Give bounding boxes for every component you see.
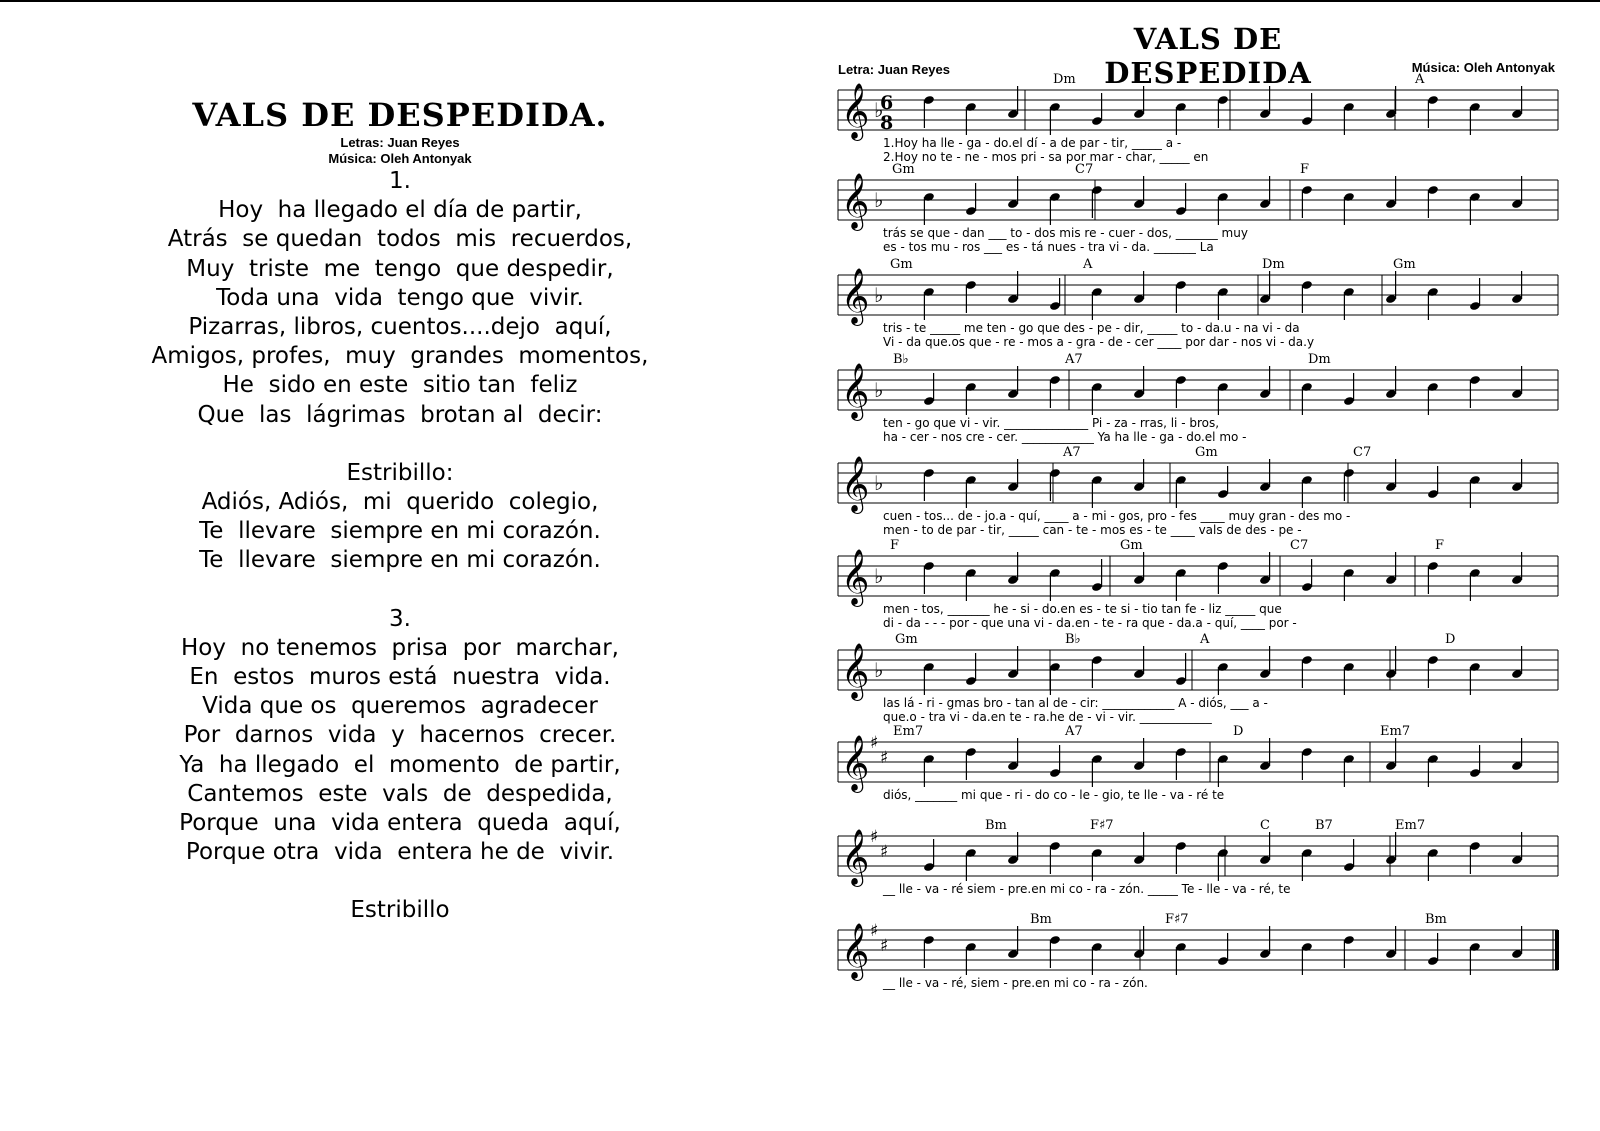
treble-clef-icon: 𝄞 <box>841 735 870 791</box>
lyric-line: Atrás se quedan todos mis recuerdos, <box>167 226 633 253</box>
lyric-line-2: di - da - - - por - que una vi - da.en - te - ra que - da.a - quí, ____ por - <box>883 616 1297 630</box>
chord-symbol: A7 <box>1065 724 1083 739</box>
chord-symbol: Em7 <box>893 724 924 739</box>
chord-symbol: Gm <box>1393 257 1416 272</box>
chord-symbol: A7 <box>1063 445 1081 460</box>
lyric-line: Pizarras, libros, cuentos....dejo aquí, <box>188 314 612 341</box>
final-barline <box>1555 930 1559 970</box>
verse-label: 3. <box>389 605 411 632</box>
music-credit: Música: Oleh Antonyak <box>328 151 472 166</box>
lyric-line-1: diós, _______ mi que - ri - do co - le - gio, te lle - va - ré te <box>883 788 1225 802</box>
chord-symbol: Dm <box>1262 257 1285 272</box>
lyric-line: Toda una vida tengo que vivir. <box>216 284 584 311</box>
flat-icon: ♭ <box>874 658 884 682</box>
chorus-label: Estribillo: <box>346 459 454 486</box>
lyric-line-2: Vi - da que.os que - re - mos a - gra - de - cer ____ por dar - nos vi - da.y <box>883 335 1315 349</box>
lyric-line-2: men - to de par - tir, _____ can - te - mos es - te ____ vals de des - pe - <box>883 523 1302 537</box>
time-signature-top: 6 <box>880 92 894 114</box>
verse-label: 1. <box>389 168 411 194</box>
lyric-line-2: es - tos mu - ros ___ es - tá nues - tra vi - da. _______ La <box>883 240 1214 254</box>
sharp-icon: ♯ <box>870 827 879 847</box>
lyric-line-2: ha - cer - nos cre - cer. ____________ Ya ha lle - ga - do.el mo - <box>883 430 1247 444</box>
treble-clef-icon: 𝄞 <box>841 829 870 885</box>
chord-symbol: F <box>1435 538 1445 553</box>
chord-symbol: Dm <box>1053 72 1076 87</box>
chord-symbol: Bm <box>1425 912 1447 927</box>
chord-symbol: F♯7 <box>1090 818 1114 833</box>
flat-icon: ♭ <box>874 564 884 588</box>
lyric-line-1: trás se que - dan ___ to - dos mis re - cuer - dos, _______ muy <box>883 226 1248 240</box>
lyric-line: Adiós, Adiós, mi querido colegio, <box>201 489 599 516</box>
lyric-line-1: ten - go que vi - vir. ______________ Pi - za - rras, li - bros, <box>883 416 1220 430</box>
treble-clef-icon: 𝄞 <box>841 456 870 512</box>
chord-symbol: A <box>1415 72 1425 87</box>
lyric-line: He sido en este sitio tan feliz <box>222 372 578 399</box>
flat-icon: ♭ <box>874 378 884 402</box>
lyric-line-1: __ lle - va - ré siem - pre.en mi co - ra - zón. _____ Te - lle - va - ré, te <box>883 882 1291 896</box>
chord-symbol: D <box>1445 632 1456 647</box>
lyric-line-1: tris - te _____ me ten - go que des - pe - dir, _____ to - da.u - na vi - da <box>883 321 1300 335</box>
treble-clef-icon: 𝄞 <box>841 83 870 139</box>
score-music-credit: Música: Oleh Antonyak <box>1411 60 1555 75</box>
chord-symbol: Gm <box>1195 445 1218 460</box>
lyric-line: Amigos, profes, muy grandes momentos, <box>151 343 649 370</box>
sharp-icon: ♯ <box>880 842 889 862</box>
chord-symbol: B♭ <box>1065 632 1081 647</box>
sharp-icon: ♯ <box>880 936 889 956</box>
sharp-icon: ♯ <box>880 748 889 768</box>
chord-symbol: A <box>1200 632 1210 647</box>
chord-symbol: F <box>1300 162 1310 177</box>
lyric-line: Te llevare siempre en mi corazón. <box>199 547 601 574</box>
lyric-line: Hoy ha llegado el día de partir, <box>218 197 582 224</box>
lyric-line: Muy triste me tengo que despedir, <box>186 255 614 282</box>
chord-symbol: Bm <box>985 818 1007 833</box>
lyric-line-1: 1.Hoy ha lle - ga - do.el dí - a de par - tir, _____ a - <box>883 136 1182 150</box>
lyric-line-1: __ lle - va - ré, siem - pre.en mi co - ra - zón. <box>883 976 1148 990</box>
lyric-line: Porque otra vida entera he de vivir. <box>185 839 615 866</box>
flat-icon: ♭ <box>874 188 884 212</box>
time-signature-bottom: 8 <box>880 112 894 134</box>
chord-symbol: B♭ <box>893 352 909 367</box>
lyric-line-1: las lá - ri - gmas bro - tan al de - cir: ____________ A - diós, ___ a - <box>883 696 1268 710</box>
score-title: VALS DE DESPEDIDA <box>1104 22 1312 90</box>
sharp-icon: ♯ <box>870 733 879 753</box>
lyric-line-1: cuen - tos... de - jo.a - quí, ____ a - mi - gos, pro - fes ____ muy gran - des mo - <box>883 509 1351 523</box>
lyric-line: Te llevare siempre en mi corazón. <box>199 518 601 545</box>
chord-symbol: A7 <box>1065 352 1083 367</box>
lyric-line: Hoy no tenemos prisa por marchar, <box>181 634 619 661</box>
chord-symbol: C7 <box>1075 162 1094 177</box>
lyric-line: Que las lágrimas brotan al decir: <box>197 401 603 428</box>
treble-clef-icon: 𝄞 <box>841 549 870 605</box>
flat-icon: ♭ <box>874 471 884 495</box>
chord-symbol: Em7 <box>1395 818 1426 833</box>
chord-symbol: C <box>1260 818 1270 833</box>
chord-symbol: Bm <box>1030 912 1052 927</box>
lyric-line: Por darnos vida y hacernos crecer. <box>183 722 617 749</box>
chord-symbol: A <box>1083 257 1093 272</box>
chord-symbol: Gm <box>1120 538 1143 553</box>
chord-symbol: Gm <box>895 632 918 647</box>
lyrics-credit: Letras: Juan Reyes <box>340 135 460 150</box>
treble-clef-icon: 𝄞 <box>841 643 870 699</box>
chord-symbol: F♯7 <box>1165 912 1189 927</box>
lyric-line: Cantemos este vals de despedida, <box>187 780 613 807</box>
sharp-icon: ♯ <box>870 921 879 941</box>
score-lyrics-credit: Letra: Juan Reyes <box>838 62 950 77</box>
lyrics-title: VALS DE DESPEDIDA. <box>192 96 608 134</box>
chord-symbol: B7 <box>1315 818 1333 833</box>
lyric-line: Vida que os queremos agradecer <box>202 693 598 720</box>
treble-clef-icon: 𝄞 <box>841 923 870 979</box>
treble-clef-icon: 𝄞 <box>841 268 870 324</box>
lyric-line-1: men - tos, _______ he - si - do.en es - te si - tio tan fe - liz _____ que <box>883 602 1282 616</box>
chord-symbol: Gm <box>890 257 913 272</box>
flat-icon: ♭ <box>874 98 884 122</box>
lyric-line: En estos muros está nuestra vida. <box>189 664 611 691</box>
lyric-line-2: 2.Hoy no te - ne - mos pri - sa por mar - char, _____ en <box>883 150 1209 164</box>
chord-symbol: F <box>890 538 900 553</box>
lyric-line: Ya ha llegado el momento de partir, <box>179 751 621 778</box>
flat-icon: ♭ <box>874 283 884 307</box>
lyric-line-2: que.o - tra vi - da.en te - ra.he de - vi - vir. ____________ <box>883 710 1212 724</box>
chord-symbol: D <box>1233 724 1244 739</box>
chord-symbol: Dm <box>1308 352 1331 367</box>
chord-symbol: Gm <box>892 162 915 177</box>
treble-clef-icon: 𝄞 <box>841 173 870 229</box>
chorus-reference: Estribillo <box>350 897 450 924</box>
lyric-line: Porque una vida entera queda aquí, <box>179 810 621 837</box>
chord-symbol: C7 <box>1353 445 1372 460</box>
chord-symbol: Em7 <box>1380 724 1411 739</box>
chord-symbol: C7 <box>1290 538 1309 553</box>
treble-clef-icon: 𝄞 <box>841 363 870 419</box>
